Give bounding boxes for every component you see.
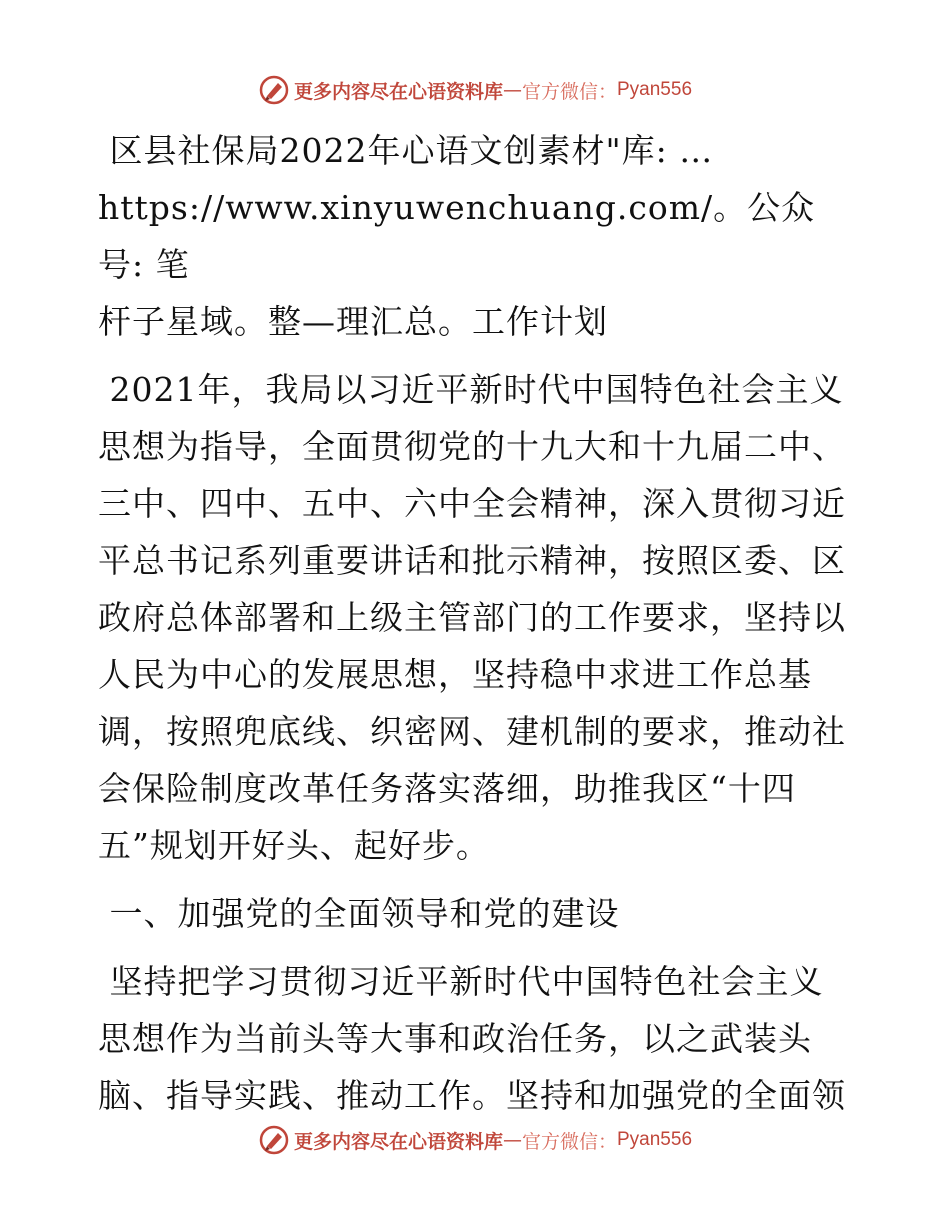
watermark-site-text: 更多内容尽在心语资料库 xyxy=(293,1130,503,1153)
watermark-dash: — xyxy=(502,79,522,101)
document-intro: 区县社保局2022年心语文创素材"库: … https://www.xinyuwenchuang.com/。公众号: 笔 杆子星域。整—理汇总。工作计划 xyxy=(98,131,816,341)
watermark-wechat-id: Pyan556 xyxy=(617,79,693,100)
document-paragraph-summary: 2021年，我局以习近平新时代中国特色社会主义 思想为指导，全面贯彻党的十九大和十九届二中、 三中、四中、五中、六中全会精神，深入贯彻习近 平总书记系列重要讲话和批示精神，按照区委、区 政府总体部署和上级主管部门的工作要求，坚持以 人民为中心的发展思想，坚持稳中求进工作总基 调，按照兜底线、织密网、建机制的要求，推动社 会保险制度改革任务落实落细，助推我区“十四 五”规划开好头、起好步。 xyxy=(98,370,846,865)
pen-logo-icon xyxy=(258,74,290,106)
watermark-dash: — xyxy=(502,1129,522,1151)
watermark-footer xyxy=(0,1124,950,1156)
pen-logo-icon xyxy=(258,1124,290,1156)
watermark-wechat-id: Pyan556 xyxy=(617,1129,693,1150)
document-paragraph-section-1: 坚持把学习贯彻习近平新时代中国特色社会主义 思想作为当前头等大事和政治任务，以之武装头 脑、指导实践、推动工作。坚持和加强党的全面领 xyxy=(98,962,846,1115)
watermark-header xyxy=(0,74,950,106)
section-heading: 一、加强党的全面领导和党的建设 xyxy=(98,894,620,933)
document-body xyxy=(98,122,858,1135)
watermark-site-text: 更多内容尽在心语资料库 xyxy=(293,80,503,103)
watermark-wechat-label: 官方微信： xyxy=(521,1130,617,1153)
watermark-wechat-label: 官方微信： xyxy=(521,80,617,103)
